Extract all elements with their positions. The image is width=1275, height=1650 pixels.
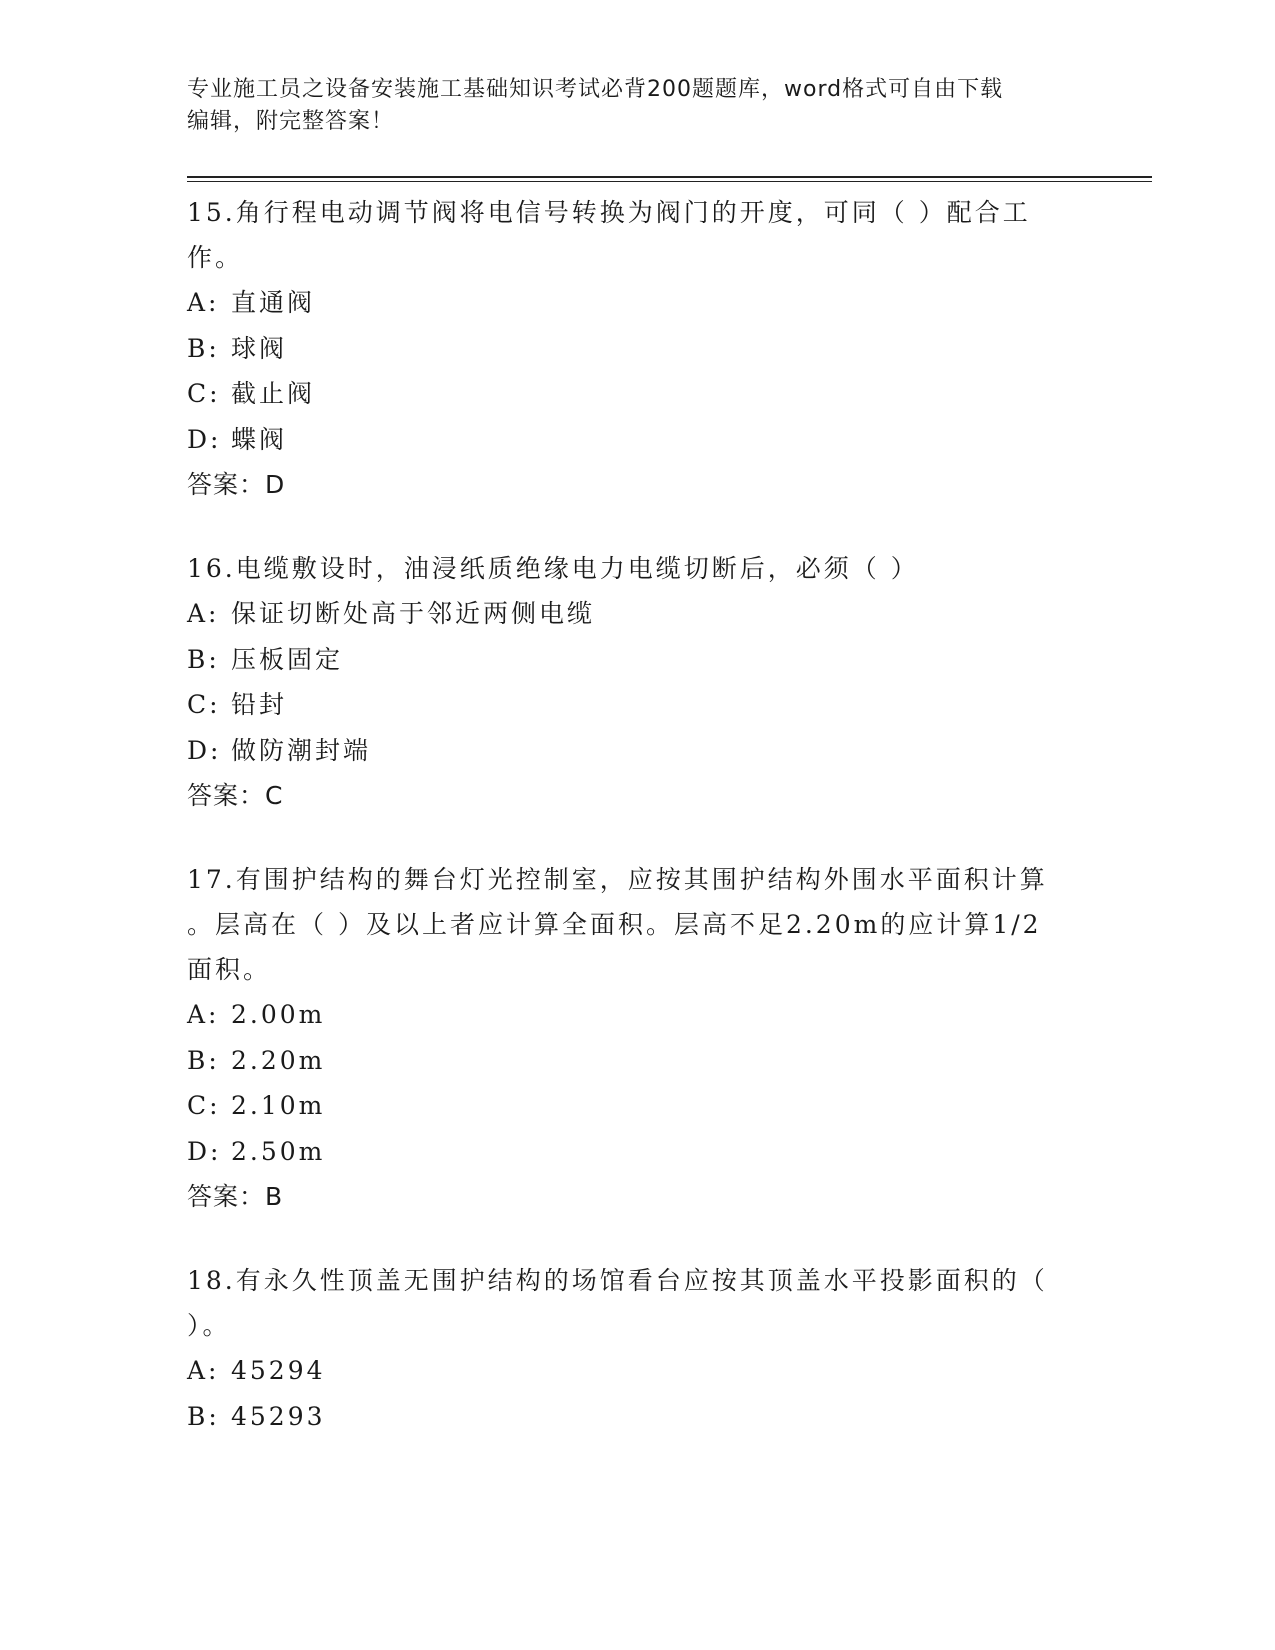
header-divider-thin <box>187 181 1152 182</box>
option-letter: D: <box>187 1136 222 1166</box>
option-text: 2.10m <box>231 1091 326 1120</box>
question-stem-line: 17.有围护结构的舞台灯光控制室，应按其围护结构外围水平面积计算 <box>187 865 1048 894</box>
option-letter: C: <box>187 690 221 719</box>
option-text: 直通阀 <box>231 288 316 317</box>
option-text: 做防潮封端 <box>231 735 372 765</box>
header-line-2: 编辑，附完整答案！ <box>187 109 395 134</box>
option-letter: C: <box>187 1091 221 1120</box>
header-divider <box>187 176 1152 178</box>
option-a <box>187 1348 1067 1394</box>
option-d <box>187 417 1067 463</box>
question-list <box>187 190 1067 1477</box>
option-c <box>187 1083 1067 1129</box>
question-stem-line: 作。 <box>187 243 244 272</box>
question-15 <box>187 190 1067 508</box>
question-18 <box>187 1258 1067 1439</box>
option-letter: D: <box>187 424 222 454</box>
option-b <box>187 326 1067 372</box>
option-text: 2.00m <box>231 1000 326 1029</box>
option-letter: A: <box>187 599 220 628</box>
question-16 <box>187 546 1067 819</box>
option-letter: B: <box>187 1045 220 1075</box>
option-letter: A: <box>187 288 220 317</box>
option-b <box>187 637 1067 683</box>
option-c <box>187 682 1067 728</box>
option-c <box>187 371 1067 417</box>
option-text: 45293 <box>231 1401 326 1431</box>
option-d <box>187 1129 1067 1175</box>
answer-line: 答案：C <box>187 781 284 810</box>
answer-line: 答案：D <box>187 470 286 499</box>
option-text: 2.20m <box>231 1045 326 1075</box>
option-text: 保证切断处高于邻近两侧电缆 <box>231 599 596 628</box>
option-d <box>187 728 1067 774</box>
option-text: 截止阀 <box>231 379 316 408</box>
option-letter: B: <box>187 644 220 674</box>
option-b <box>187 1038 1067 1084</box>
option-text: 压板固定 <box>231 644 344 674</box>
option-text: 蝶阀 <box>231 424 288 454</box>
option-letter: B: <box>187 333 220 363</box>
option-text: 45294 <box>231 1356 326 1385</box>
option-letter: B: <box>187 1401 220 1431</box>
option-letter: A: <box>187 1000 220 1029</box>
question-stem-line: 面积。 <box>187 955 272 984</box>
option-a <box>187 591 1067 637</box>
answer-line: 答案：B <box>187 1182 284 1211</box>
question-stem-line: ）。 <box>187 1311 231 1340</box>
option-text: 球阀 <box>231 333 288 363</box>
option-text: 2.50m <box>231 1136 326 1166</box>
question-stem-line: 15.角行程电动调节阀将电信号转换为阀门的开度，可同（ ）配合工 <box>187 198 1031 227</box>
header-line-1: 专业施工员之设备安装施工基础知识考试必背200题题库，word格式可自由下载 <box>187 77 1004 102</box>
option-text: 铅封 <box>231 690 288 719</box>
option-a <box>187 992 1067 1038</box>
document-header <box>187 74 1067 138</box>
option-b <box>187 1394 1067 1440</box>
option-a <box>187 280 1067 326</box>
question-stem-line: 18.有永久性顶盖无围护结构的场馆看台应按其顶盖水平投影面积的（ <box>187 1266 1048 1295</box>
question-17 <box>187 857 1067 1220</box>
option-letter: C: <box>187 379 221 408</box>
question-stem-line: 。层高在（ ）及以上者应计算全面积。层高不足2.20m的应计算1/2 <box>187 910 1042 939</box>
option-letter: D: <box>187 735 222 765</box>
option-letter: A: <box>187 1356 220 1385</box>
question-stem-line: 16.电缆敷设时，油浸纸质绝缘电力电缆切断后，必须（ ） <box>187 554 919 583</box>
